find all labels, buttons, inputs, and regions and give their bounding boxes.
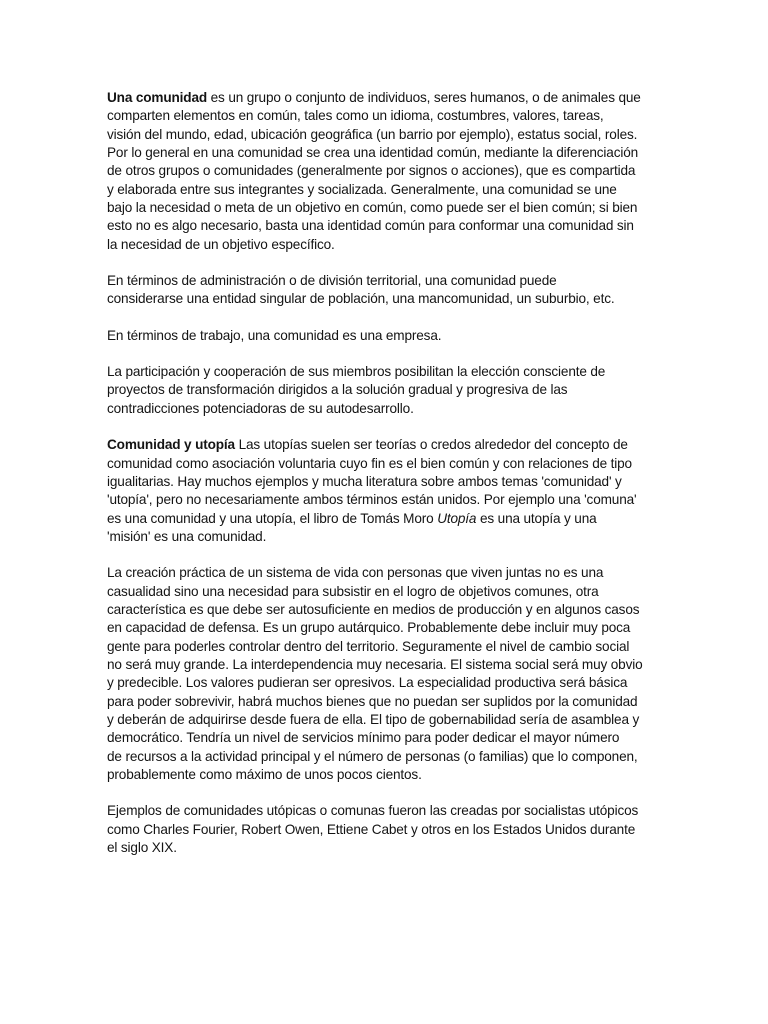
text-line — [107, 290, 668, 308]
bold-heading-text: Comunidad y utopía — [107, 437, 235, 453]
text-run: comunidad como asociación voluntaria cuyo fin es el bien común y con relaciones de tipo — [107, 455, 632, 471]
text-line — [107, 126, 668, 144]
paragraph — [107, 802, 668, 857]
text-run: casualidad sino una necesidad para subsistir en el logro de objetivos comunes, otra — [107, 583, 599, 599]
text-run: esto no es algo necesario, basta una identidad común para conformar una comunidad sin — [107, 218, 634, 234]
text-line — [107, 436, 668, 454]
text-line — [107, 473, 668, 491]
text-line — [107, 363, 668, 381]
text-run: no será muy grande. La interdependencia muy necesaria. El sistema social será muy obvio — [107, 656, 643, 672]
text-run: visión del mundo, edad, ubicación geográfica (un barrio por ejemplo), estatus social, roles. — [107, 126, 638, 142]
text-run: 'misión' es una comunidad. — [107, 528, 267, 544]
paragraph — [107, 89, 668, 254]
text-run: contradicciones potenciadoras de su autodesarrollo. — [107, 400, 414, 416]
text-line — [107, 656, 668, 674]
text-line — [107, 748, 668, 766]
text-run: Ejemplos de comunidades utópicas o comunas fueron las creadas por socialistas utópicos — [107, 803, 639, 819]
text-run: y predecible. Los valores pudieran ser opresivos. La especialidad productiva será básica — [107, 675, 628, 691]
text-run: La creación práctica de un sistema de vida con personas que viven juntas no es una — [107, 565, 604, 581]
text-line — [107, 199, 668, 217]
text-run: gente para poderles controlar dentro del territorio. Seguramente el nivel de cambio social — [107, 638, 630, 654]
bold-heading-text: Una comunidad — [107, 90, 208, 105]
text-line — [107, 693, 668, 711]
text-run: igualitarias. Hay muchos ejemplos y mucha literatura sobre ambos temas 'comunidad' y — [107, 473, 622, 489]
text-line — [107, 601, 668, 619]
text-run: En términos de trabajo, una comunidad es una empresa. — [107, 327, 442, 343]
text-run: Por lo general en una comunidad se crea una identidad común, mediante la diferenciación — [107, 145, 639, 161]
text-line — [107, 619, 668, 637]
text-run: de otros grupos o comunidades (generalmente por signos o acciones), que es compartida — [107, 163, 636, 179]
text-line — [107, 400, 668, 418]
text-line — [107, 510, 668, 528]
text-line — [107, 272, 668, 290]
text-run: en capacidad de defensa. Es un grupo autárquico. Probablemente debe incluir muy poca — [107, 620, 631, 636]
text-line — [107, 583, 668, 601]
text-run: probablemente como máximo de unos pocos cientos. — [107, 767, 422, 782]
italic-title-text: Utopía — [437, 510, 477, 526]
text-run: democrático. Tendría un nivel de servicios mínimo para poder dedicar el mayor número — [107, 730, 620, 746]
text-run: de recursos a la actividad principal y el número de personas (o familias) que lo componen, — [107, 748, 638, 764]
text-line — [107, 802, 668, 820]
text-run: el siglo XIX. — [107, 840, 177, 856]
paragraph — [107, 327, 668, 345]
text-run: para poder sobrevivir, habrá muchos bienes que no puedan ser suplidos por la comunidad — [107, 693, 638, 709]
text-run: es una comunidad y una utopía, el libro de Tomás Moro — [107, 510, 438, 526]
text-run: y deberán de adquirirse desde fuera de ella. El tipo de gobernabilidad sería de asamblea y — [107, 711, 640, 727]
text-run: considerarse una entidad singular de población, una mancomunidad, un suburbio, etc. — [107, 291, 615, 307]
text-line — [107, 107, 668, 125]
text-run: bajo la necesidad o meta de un objetivo en común, como puede ser el bien común; si bien — [107, 200, 638, 216]
text-line — [107, 455, 668, 473]
paragraph — [107, 436, 668, 546]
text-line — [107, 217, 668, 235]
text-line — [107, 89, 668, 107]
text-run: es un grupo o conjunto de individuos, seres humanos, o de animales que — [207, 90, 641, 105]
text-line — [107, 236, 668, 254]
text-run: 'utopía', pero no necesariamente ambos términos están unidos. Por ejemplo una 'comuna' — [107, 492, 637, 508]
text-line — [107, 729, 668, 747]
text-run: característica es que debe ser autosuficiente en medios de producción y en algunos casos — [107, 601, 640, 617]
text-line — [107, 711, 668, 729]
text-run: comparten elementos en común, tales como un idioma, costumbres, valores, tareas, — [107, 108, 604, 124]
text-run: Las utopías suelen ser teorías o credos alrededor del concepto de — [234, 437, 628, 453]
text-line — [107, 766, 668, 784]
text-line — [107, 821, 668, 839]
text-line — [107, 839, 668, 857]
text-run: la necesidad de un objetivo específico. — [107, 236, 335, 252]
text-line — [107, 181, 668, 199]
text-run: es una utopía y una — [476, 510, 597, 526]
text-line — [107, 381, 668, 399]
paragraph — [107, 363, 668, 418]
text-line — [107, 327, 668, 345]
text-run: y elaborada entre sus integrantes y socializada. Generalmente, una comunidad se une — [107, 181, 617, 197]
text-run: La participación y cooperación de sus miembros posibilitan la elección consciente de — [107, 364, 606, 380]
text-line — [107, 528, 668, 546]
text-line — [107, 144, 668, 162]
text-line — [107, 491, 668, 509]
text-line — [107, 674, 668, 692]
text-line — [107, 638, 668, 656]
text-run: En términos de administración o de división territorial, una comunidad puede — [107, 273, 557, 289]
paragraph — [107, 272, 668, 309]
text-line — [107, 564, 668, 582]
text-line — [107, 162, 668, 180]
text-run: proyectos de transformación dirigidos a la solución gradual y progresiva de las — [107, 382, 568, 398]
text-run: como Charles Fourier, Robert Owen, Ettiene Cabet y otros en los Estados Unidos durante — [107, 821, 636, 837]
paragraph — [107, 564, 668, 784]
